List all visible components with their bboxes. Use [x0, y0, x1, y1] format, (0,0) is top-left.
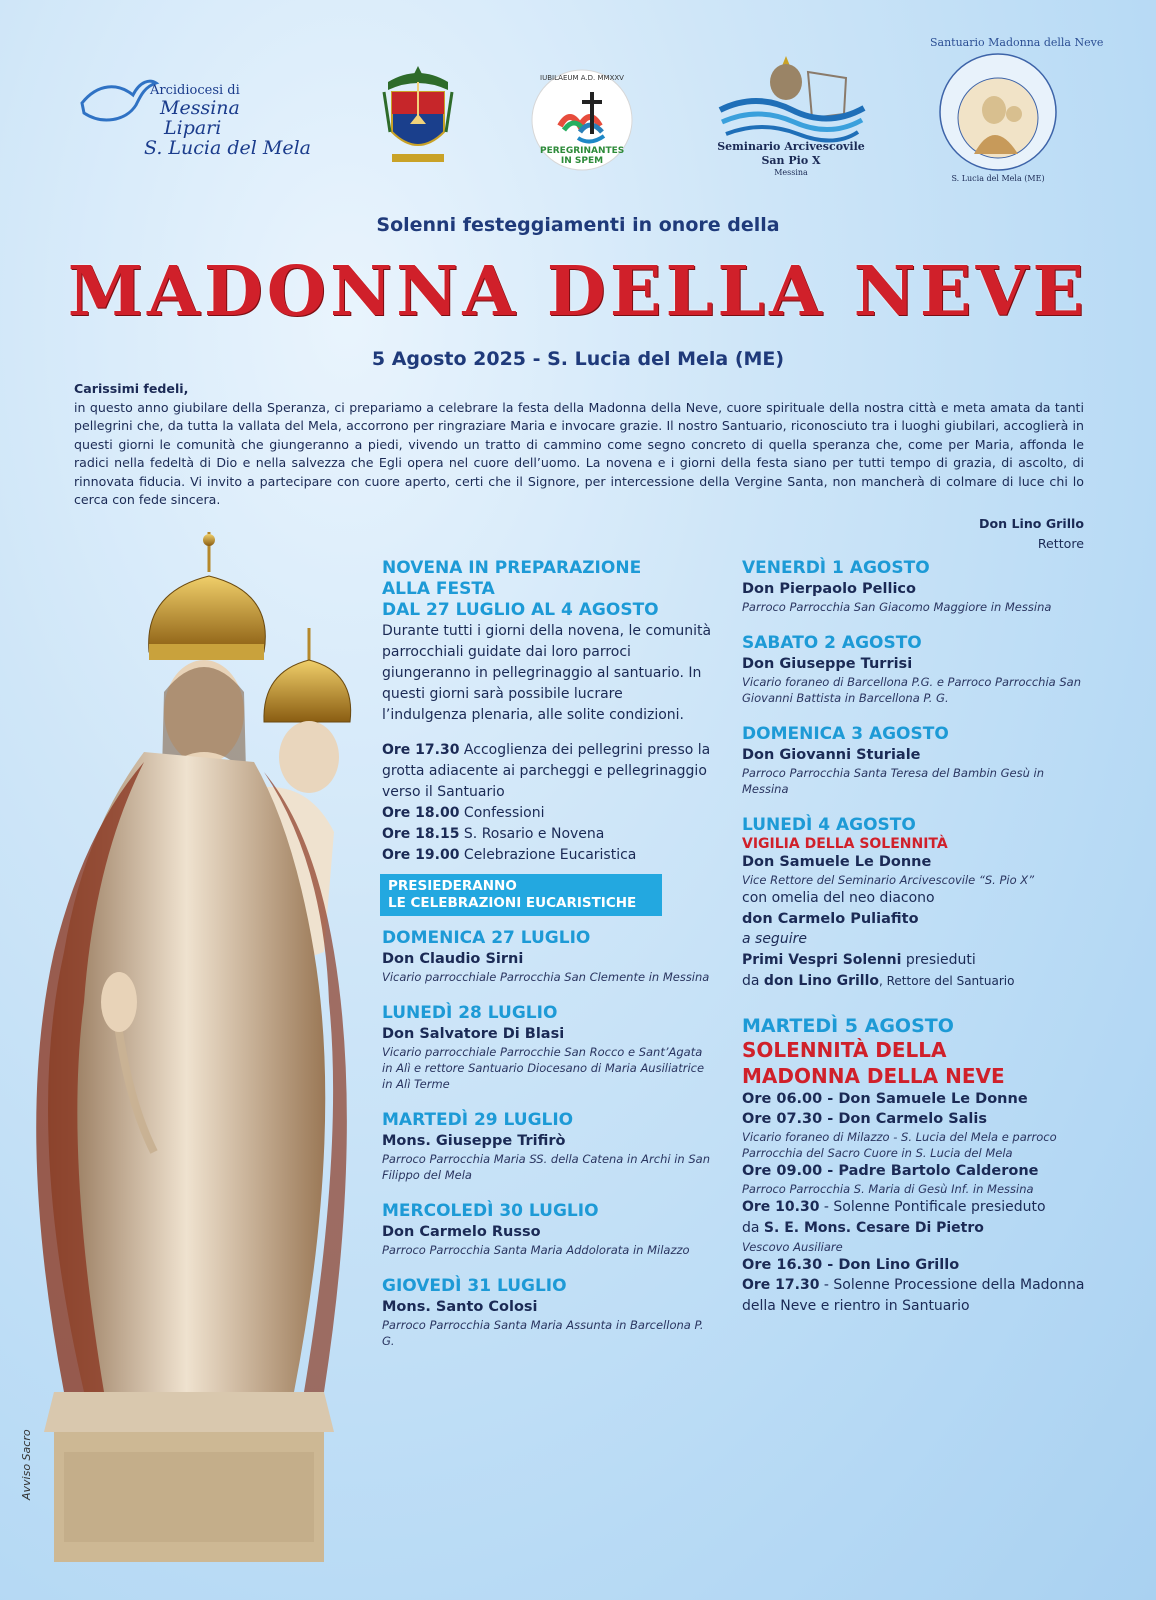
day-heading: VENERDÌ 1 AGOSTO: [742, 558, 930, 578]
celebration-day: [382, 1276, 712, 1349]
vigil-rector: da don Lino Grillo, Rettore del Santuario: [742, 973, 1015, 989]
jubilee-top-text: IUBILAEUM A.D. MMXXV: [540, 74, 624, 82]
seminary-logo: [716, 48, 866, 180]
vigil-celebrant: Don Samuele Le Donne: [742, 854, 932, 870]
vigil-day: LUNEDÌ 4 AGOSTO: [742, 815, 916, 835]
schedule-item: Ore 18.00 Confessioni: [382, 805, 545, 821]
schedule-item: Ore 18.15 S. Rosario e Novena: [382, 826, 605, 842]
novena-heading-1: NOVENA IN PREPARAZIONE: [382, 558, 642, 578]
day-heading: DOMENICA 3 AGOSTO: [742, 724, 949, 744]
solemnity-block: [742, 1016, 1087, 1317]
avviso-sacro-label: Avviso Sacro: [20, 1429, 33, 1500]
celebrant-role: Vicario foraneo di Barcellona P.G. e Parroco Parrocchia San Giovanni Battista in Barcellona P. G.: [742, 675, 1081, 705]
novena-column: [382, 558, 712, 1367]
celebrant-name: Don Giuseppe Turrisi: [742, 656, 913, 672]
schedule-item: Ore 17.30 Accoglienza dei pellegrini presso la grotta adiacente ai parcheggi e pellegrinaggio verso il Santuario: [382, 742, 711, 800]
celebrant-role: Parroco Parrocchia Santa Maria Addolorata in Milazzo: [382, 1243, 690, 1257]
seminary-line2: San Pio X: [761, 154, 821, 167]
mass-0730: Ore 07.30 - Don Carmelo Salis: [742, 1111, 988, 1127]
celebrant-role: Parroco Parrocchia Maria SS. della Catena in Archi in San Filippo del Mela: [382, 1152, 710, 1182]
vigil-deacon: don Carmelo Puliafito: [742, 911, 919, 927]
dove-icon: [78, 73, 158, 133]
rector-letter: [74, 380, 1084, 510]
vigil-label: VIGILIA DELLA SOLENNITÀ: [742, 836, 948, 852]
seminary-line1: Seminario Arcivescovile: [717, 140, 865, 153]
novena-heading-2: ALLA FESTA: [382, 579, 495, 599]
solemnity-title-2: MADONNA DELLA NEVE: [742, 1064, 1005, 1088]
signer-name: Don Lino Grillo: [979, 516, 1084, 531]
sanctuary-arc-text: Santuario Madonna della Neve: [930, 36, 1104, 49]
sanctuary-bottom-text: S. Lucia del Mela (ME): [951, 174, 1045, 183]
celebrant-name: Mons. Santo Colosi: [382, 1299, 538, 1315]
vigil-celebrant-role: Vice Rettore del Seminario Arcivescovile “S. Pio X”: [742, 873, 1035, 887]
sanctuary-seal-icon: [930, 36, 1104, 172]
procession-1730: Ore 17.30 - Solenne Processione della Madonna della Neve e rientro in Santuario: [742, 1277, 1085, 1314]
day-heading: DOMENICA 27 LUGLIO: [382, 928, 591, 948]
mass-1030: Ore 10.30 - Solenne Pontificale presieduto: [742, 1199, 1046, 1215]
diocese-line3: Lipari: [164, 117, 222, 139]
jubilee-logo: [530, 68, 634, 172]
day-heading: MERCOLEDÌ 30 LUGLIO: [382, 1201, 599, 1221]
august-column: [742, 558, 1087, 1317]
vigil-omelia: con omelia del neo diacono: [742, 890, 935, 906]
celebrant-role: Vicario parrocchiale Parrocchia San Clemente in Messina: [382, 970, 710, 984]
solemnity-title-1: SOLENNITÀ DELLA: [742, 1038, 947, 1062]
diocese-line1: Arcidiocesi di: [150, 83, 240, 98]
vigil-block: [742, 815, 1087, 992]
celebration-day: [382, 1201, 712, 1258]
celebrant-role: Parroco Parrocchia San Giacomo Maggiore in Messina: [742, 600, 1052, 614]
celebrant-role: Vicario parrocchiale Parrocchie San Rocco e Sant’Agata in Alì e rettore Santuario Diocesano di Maria Ausiliatrice in Alì Terme: [382, 1045, 705, 1091]
letter-body: in questo anno giubilare della Speranza, ci prepariamo a celebrare la festa della Madonna della Neve, cuore spirituale della nostra città e meta amata da tanti pellegrini che, da tutta la vallata del Mela, accorrono per ringraziare Maria e invocare grazie. Il nostro Santuario, riconosciuto tra i luoghi giubilari, accoglierà in questi giorni le comunità che giungeranno a piedi, vivendo un tratto di cammino come segno concreto di quella speranza che, come per Maria, affonda le radici nella fedeltà di Dio e nella salvezza che Egli opera nel cuore dell’uomo. La novena e i giorni della festa siano per tutti tempo di grazia, di ascolto, di rinnovata fiducia. Vi invito a partecipare con cuore aperto, certi che il Signore, per intercessione della Vergine Santa, non mancherà di colmare di luce chi lo cerca con fede sincera.: [74, 399, 1084, 507]
event-date: 5 Agosto 2025 - S. Lucia del Mela (ME): [371, 348, 785, 370]
novena-description: Durante tutti i giorni della novena, le comunità parrocchiali guidate dai loro parroci giungeranno in pellegrinaggio al santuario. In questi giorni sarà possibile lucrare l’indulgenza plenaria, alle solite condizioni.: [382, 623, 712, 723]
celebration-day: [382, 1110, 712, 1183]
celebration-day: [742, 633, 1087, 706]
intro-heading: Solenni festeggiamenti in onore della: [376, 214, 780, 236]
celebration-day: [382, 1003, 712, 1092]
page-title: MADONNA DELLA NEVE: [67, 252, 1089, 332]
jubilee-bottom-text: PEREGRINANTES IN SPEM: [540, 146, 625, 166]
letter-signature: [979, 514, 1084, 554]
mass-0900: Ore 09.00 - Padre Bartolo Calderone: [742, 1163, 1039, 1179]
day-heading: LUNEDÌ 28 LUGLIO: [382, 1003, 558, 1023]
novena-heading-3: DAL 27 LUGLIO AL 4 AGOSTO: [382, 600, 659, 620]
vigil-vespri: Primi Vespri Solenni presieduti: [742, 952, 976, 968]
diocese-line4: S. Lucia del Mela: [144, 137, 311, 159]
diocese-logo: [78, 55, 311, 165]
celebrant-name: Don Claudio Sirni: [382, 951, 524, 967]
mass-0730-role: Vicario foraneo di Milazzo - S. Lucia del Mela e parroco Parrocchia del Sacro Cuore in S. Lucia del Mela: [742, 1130, 1057, 1160]
day-heading: SABATO 2 AGOSTO: [742, 633, 922, 653]
celebration-day: [742, 724, 1087, 797]
celebrant-role: Parroco Parrocchia Santa Teresa del Bambin Gesù in Messina: [742, 766, 1045, 796]
celebrant-name: Don Salvatore Di Blasi: [382, 1026, 565, 1042]
day-heading: MARTEDÌ 29 LUGLIO: [382, 1110, 574, 1130]
signer-role: Rettore: [1037, 536, 1084, 551]
mass-0900-role: Parroco Parrocchia S. Maria di Gesù Inf. in Messina: [742, 1182, 1034, 1196]
celebrant-role: Parroco Parrocchia Santa Maria Assunta in Barcellona P. G.: [382, 1318, 704, 1348]
mass-1030-presider: da S. E. Mons. Cesare Di Pietro: [742, 1220, 984, 1236]
celebrant-name: Don Pierpaolo Pellico: [742, 581, 916, 597]
diocese-line2: Messina: [160, 97, 240, 119]
madonna-statue-image: [24, 532, 354, 1572]
sanctuary-logo: [930, 36, 1104, 186]
celebration-day: [742, 558, 1087, 615]
celebration-day: [382, 928, 712, 985]
vigil-then: a seguire: [742, 931, 807, 947]
celebrant-list-right: [742, 558, 1087, 797]
solemnity-day: MARTEDÌ 5 AGOSTO: [742, 1015, 954, 1037]
day-heading: GIOVEDÌ 31 LUGLIO: [382, 1276, 567, 1296]
coat-of-arms-icon: [382, 62, 454, 168]
celebrants-banner: PRESIEDERANNO LE CELEBRAZIONI EUCARISTICHE: [380, 874, 662, 916]
letter-greeting: Carissimi fedeli,: [74, 381, 189, 396]
mass-1630: Ore 16.30 - Don Lino Grillo: [742, 1257, 960, 1273]
schedule-item: Ore 19.00 Celebrazione Eucaristica: [382, 847, 637, 863]
celebrant-name: Don Giovanni Sturiale: [742, 747, 921, 763]
seminary-line3: Messina: [774, 168, 808, 177]
mass-1030-role: Vescovo Ausiliare: [742, 1240, 843, 1254]
celebrant-name: Mons. Giuseppe Trifirò: [382, 1133, 566, 1149]
seminary-emblem-icon: [716, 48, 866, 138]
celebrant-list-left: [382, 928, 712, 1349]
celebrant-name: Don Carmelo Russo: [382, 1224, 541, 1240]
mass-0600: Ore 06.00 - Don Samuele Le Donne: [742, 1091, 1028, 1107]
archbishop-coat-of-arms: [382, 62, 454, 172]
